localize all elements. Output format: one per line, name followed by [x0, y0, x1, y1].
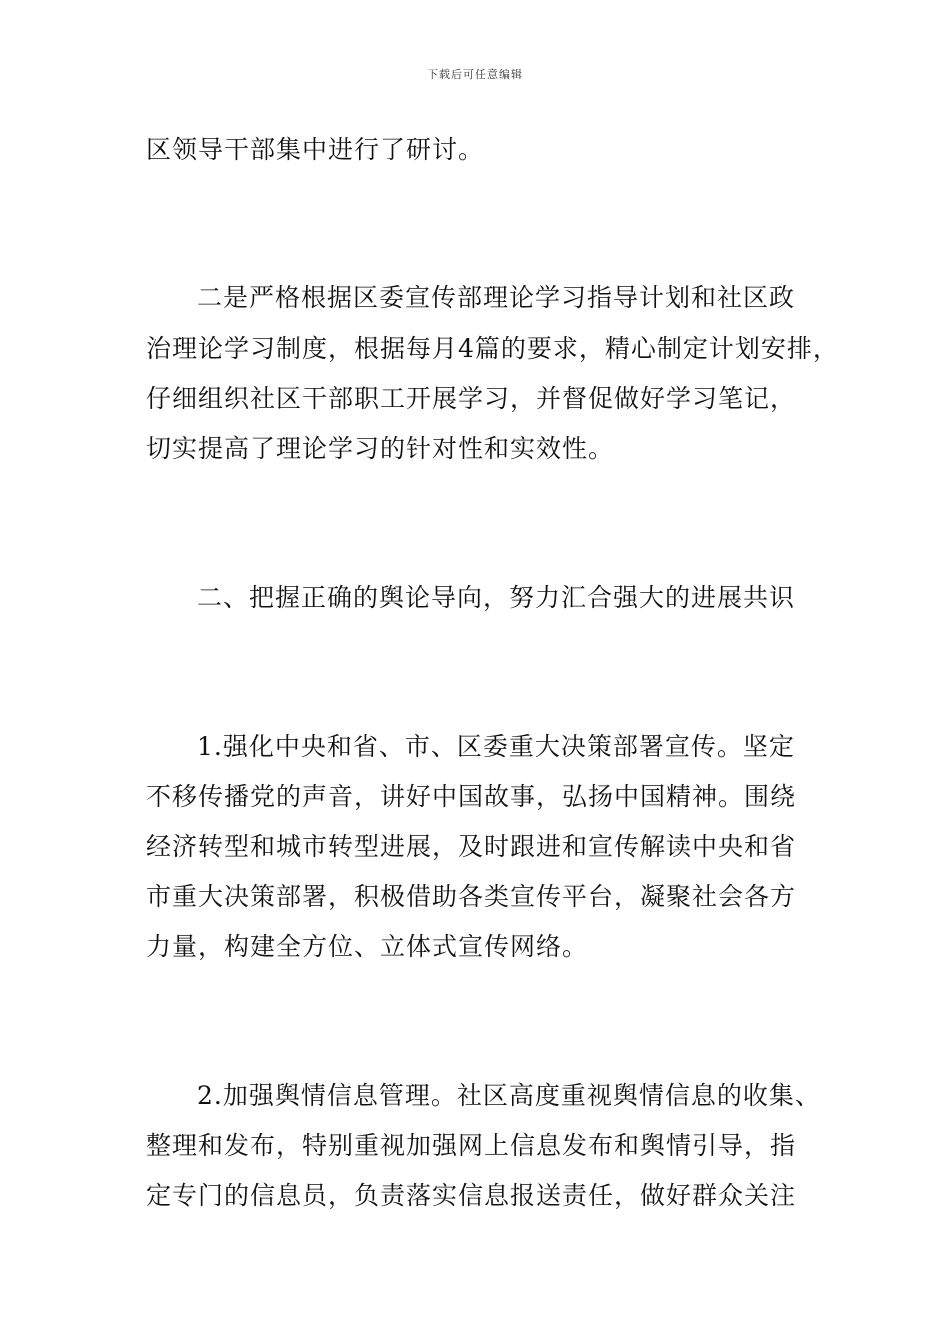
paragraph-2-line-2: 治理论学习制度，根据每月4篇的要求，精心制定计划安排， [146, 334, 839, 363]
paragraph-1-line-1: 区领导干部集中进行了研讨。 [146, 135, 485, 164]
paragraph-4-line-1: 1.强化中央和省、市、区委重大决策部署宣传。坚定 [197, 732, 795, 761]
paragraph-4-line-5: 力量，构建全方位、立体式宣传网络。 [146, 932, 589, 961]
section-heading: 二、把握正确的舆论导向，努力汇合强大的进展共识 [197, 583, 796, 612]
paragraph-2-line-1: 二是严格根据区委宣传部理论学习指导计划和社区政 [197, 283, 796, 312]
paragraph-4-line-3: 经济转型和城市转型进展，及时跟进和宣传解读中央和省 [146, 832, 797, 861]
paragraph-4-line-2: 不移传播党的声音，讲好中国故事，弘扬中国精神。围绕 [146, 782, 797, 811]
paragraph-5-line-1: 2.加强舆情信息管理。社区高度重视舆情信息的收集、 [197, 1081, 821, 1110]
paragraph-2-line-4: 切实提高了理论学习的针对性和实效性。 [146, 434, 615, 463]
paragraph-5-line-2: 整理和发布，特别重视加强网上信息发布和舆情引导，指 [146, 1131, 797, 1160]
header-note: 下载后可任意编辑 [427, 68, 523, 81]
paragraph-2-line-3: 仔细组织社区干部职工开展学习，并督促做好学习笔记， [146, 384, 797, 413]
paragraph-4-line-4: 市重大决策部署，积极借助各类宣传平台，凝聚社会各方 [146, 882, 797, 911]
paragraph-5-line-3: 定专门的信息员，负责落实信息报送责任，做好群众关注 [146, 1181, 797, 1210]
